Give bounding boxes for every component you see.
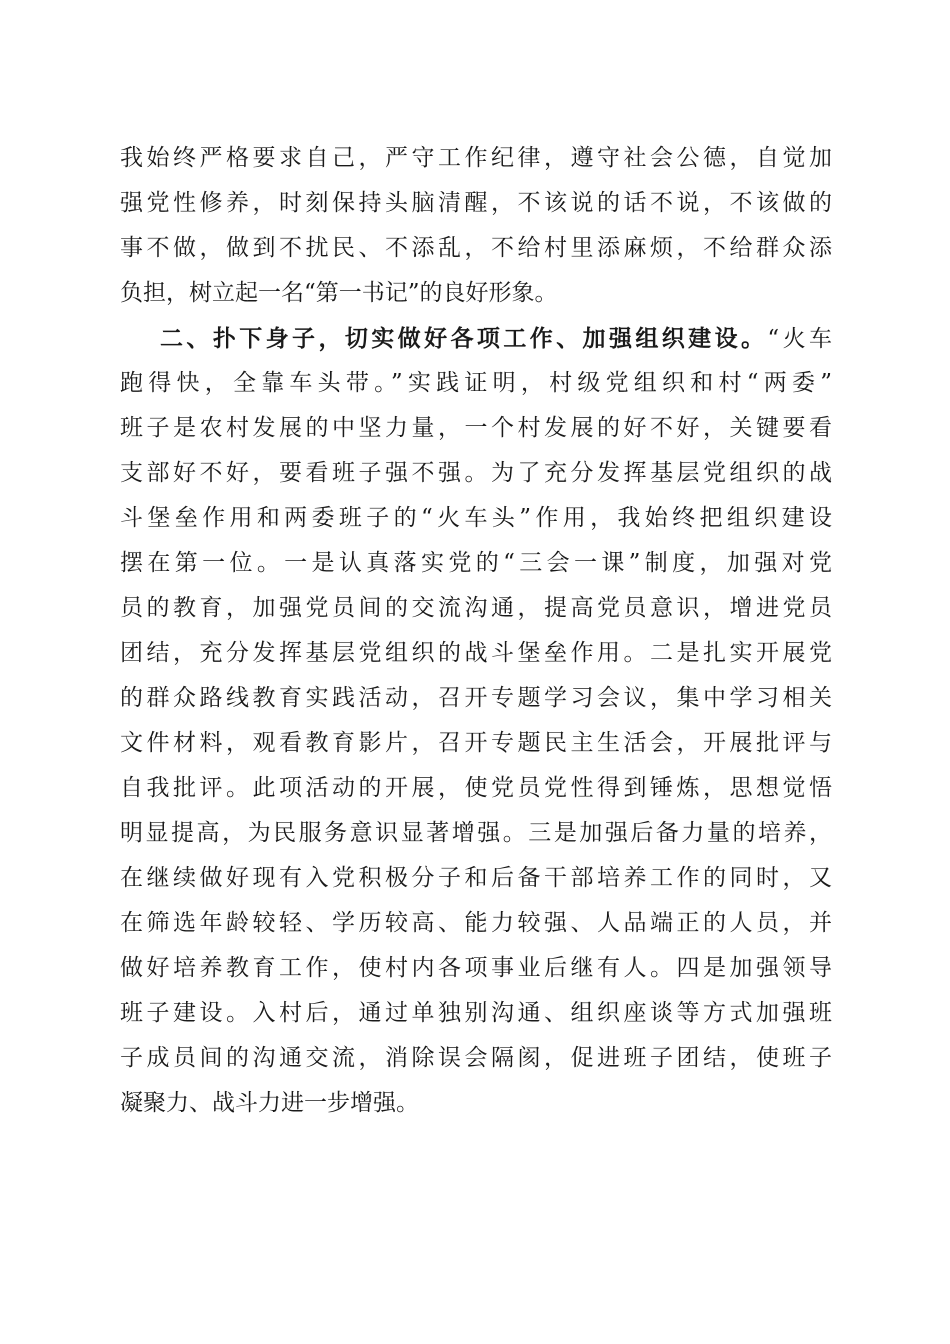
text-line: 在筛选年龄较轻、学历较高、能力较强、人品端正的人员，并 [120,910,832,936]
text-line: 班子建设。入村后，通过单独别沟通、组织座谈等方式加强班 [120,1000,832,1026]
text-line: 凝聚力、战斗力进一步增强。 [120,1090,419,1116]
text-line: 事不做，做到不扰民、不添乱，不给村里添麻烦，不给群众添 [120,235,832,261]
section-heading: 二、扑下身子，切实做好各项工作、加强组织建设。 [160,325,768,352]
text-line: 团结，充分发挥基层党组织的战斗堡垒作用。二是扎实开展党 [120,640,832,666]
text-line: 摆在第一位。一是认真落实党的“三会一课”制度，加强对党 [120,550,832,576]
paragraph-1 [120,136,832,316]
text-line: 负担，树立起一名“第一书记”的良好形象。 [120,280,558,306]
text-line: 跑得快，全靠车头带。”实践证明，村级党组织和村“两委” [120,370,832,396]
text-run: “火车 [767,326,832,352]
text-line: 支部好不好，要看班子强不强。为了充分发挥基层党组织的战 [120,460,832,486]
text-line: 明显提高，为民服务意识显著增强。三是加强后备力量的培养， [120,820,832,846]
text-line: 文件材料，观看教育影片，召开专题民主生活会，开展批评与 [120,730,832,756]
paragraph-2 [120,316,832,1126]
text-line: 我始终严格要求自己，严守工作纪律，遵守社会公德，自觉加 [120,145,832,171]
text-line: 班子是农村发展的中坚力量，一个村发展的好不好，关键要看 [120,415,832,441]
text-line: 强党性修养，时刻保持头脑清醒，不该说的话不说，不该做的 [120,190,832,216]
document-body [120,136,832,1126]
heading-line [120,316,832,361]
text-line: 斗堡垒作用和两委班子的“火车头”作用，我始终把组织建设 [120,505,832,531]
text-line: 自我批评。此项活动的开展，使党员党性得到锤炼，思想觉悟 [120,775,832,801]
text-line: 子成员间的沟通交流，消除误会隔阂，促进班子团结，使班子 [120,1045,832,1071]
text-line: 在继续做好现有入党积极分子和后备干部培养工作的同时，又 [120,865,832,891]
text-line: 的群众路线教育实践活动，召开专题学习会议，集中学习相关 [120,685,832,711]
text-line: 做好培养教育工作，使村内各项事业后继有人。四是加强领导 [120,955,832,981]
text-line: 员的教育，加强党员间的交流沟通，提高党员意识，增进党员 [120,595,832,621]
